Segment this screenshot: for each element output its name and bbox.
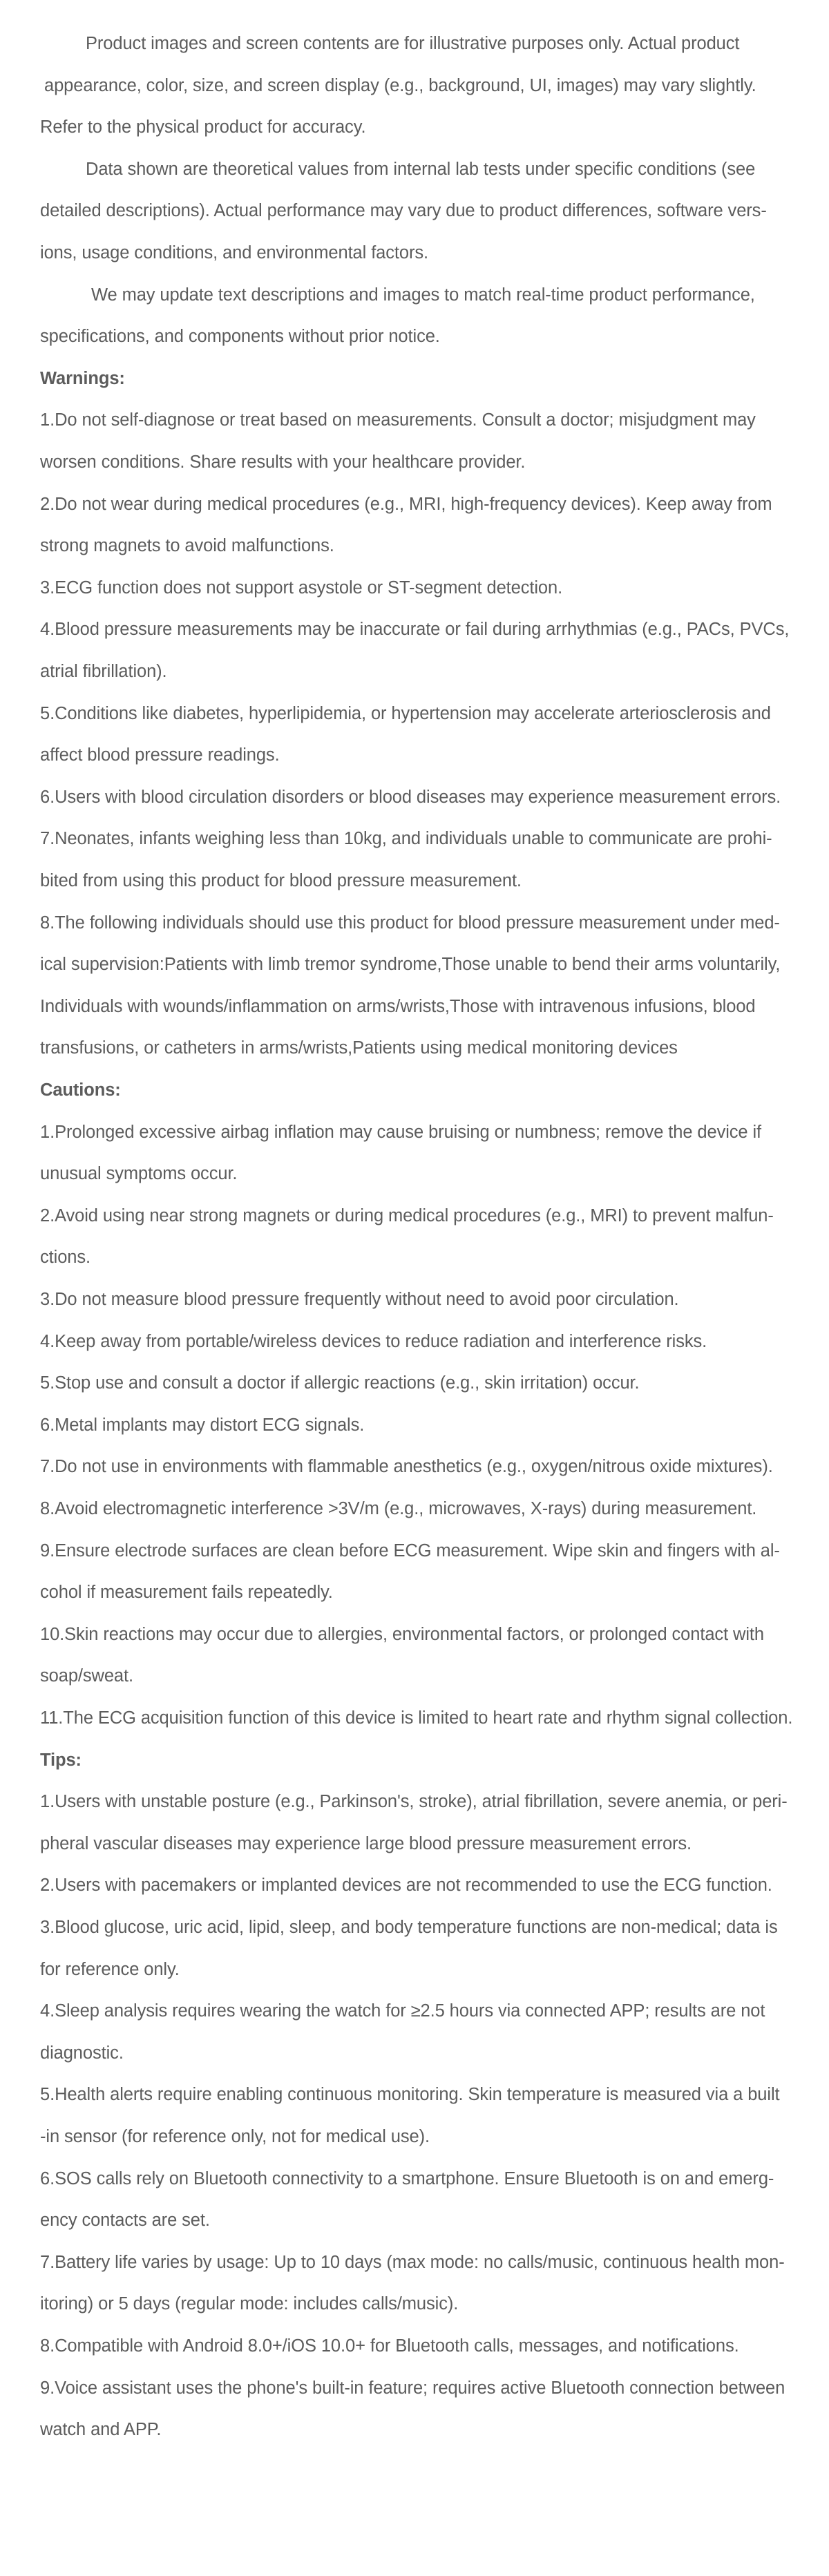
tips-item-line: watch and APP. [40,2420,162,2440]
cautions-item-line: 7.Do not use in environments with flammable anesthetics (e.g., oxygen/nitrous oxide mixtures). [40,1457,773,1477]
cautions-item-line: 11.The ECG acquisition function of this device is limited to heart rate and rhythm signal collection. [40,1708,793,1728]
intro-paragraph-line: We may update text descriptions and images to match real-time product performance, [91,285,755,305]
warnings-item-line: 8.The following individuals should use this product for blood pressure measurement under med- [40,913,780,933]
warnings-heading: Warnings: [40,368,125,388]
intro-paragraph-line: Data shown are theoretical values from internal lab tests under specific conditions (see [86,159,756,179]
intro-paragraph-line: appearance, color, size, and screen display (e.g., background, UI, images) may vary slightly. [44,75,756,95]
tips-item-line: 6.SOS calls rely on Bluetooth connectivity to a smartphone. Ensure Bluetooth is on and emerg- [40,2168,774,2188]
warnings-item-line: 2.Do not wear during medical procedures (e.g., MRI, high-frequency devices). Keep away from [40,494,772,514]
tips-item-line: -in sensor (for reference only, not for medical use). [40,2127,430,2146]
tips-item-line: for reference only. [40,1959,180,1979]
tips-item-line: 4.Sleep analysis requires wearing the watch for ≥2.5 hours via connected APP; results are not [40,2001,765,2021]
warnings-item-line: affect blood pressure readings. [40,745,280,765]
warnings-item-line: atrial fibrillation). [40,662,167,681]
warnings-item-line: bited from using this product for blood pressure measurement. [40,871,522,890]
tips-item-line: pheral vascular diseases may experience large blood pressure measurement errors. [40,1833,692,1853]
tips-item-line: diagnostic. [40,2043,124,2063]
warnings-item-line: 7.Neonates, infants weighing less than 10kg, and individuals unable to communicate are prohi- [40,829,772,849]
tips-item-line: 2.Users with pacemakers or implanted devices are not recommended to use the ECG function. [40,1876,772,1896]
tips-item-line: 9.Voice assistant uses the phone's built-in feature; requires active Bluetooth connection between [40,2378,785,2398]
tips-item-line: 3.Blood glucose, uric acid, lipid, sleep, and body temperature functions are non-medical; data is [40,1918,778,1937]
tips-heading: Tips: [40,1750,82,1770]
cautions-item-line: soap/sweat. [40,1666,133,1686]
tips-item-line: ency contacts are set. [40,2211,210,2231]
cautions-item-line: 3.Do not measure blood pressure frequently without need to avoid poor circulation. [40,1290,679,1309]
cautions-item-line: 2.Avoid using near strong magnets or during medical procedures (e.g., MRI) to prevent malfun- [40,1205,774,1225]
warnings-item-line: Individuals with wounds/inflammation on arms/wrists,Those with intravenous infusions, blood [40,996,756,1016]
cautions-item-line: 8.Avoid electromagnetic interference >3V/m (e.g., microwaves, X-rays) during measurement. [40,1499,757,1518]
tips-item-line: 5.Health alerts require enabling continuous monitoring. Skin temperature is measured via a built [40,2085,780,2105]
warnings-item-line: 6.Users with blood circulation disorders or blood diseases may experience measurement errors. [40,787,781,807]
warnings-item-line: strong magnets to avoid malfunctions. [40,536,334,556]
cautions-item-line: 10.Skin reactions may occur due to allergies, environmental factors, or prolonged contact with [40,1624,764,1644]
intro-paragraph-line: specifications, and components without prior notice. [40,327,440,347]
cautions-item-line: unusual symptoms occur. [40,1164,238,1184]
cautions-item-line: 1.Prolonged excessive airbag inflation may cause bruising or numbness; remove the device if [40,1122,762,1142]
intro-paragraph-line: Refer to the physical product for accuracy. [40,117,366,137]
tips-item-line: 7.Battery life varies by usage: Up to 10 days (max mode: no calls/music, continuous health mon- [40,2252,785,2272]
tips-item-line: itoring) or 5 days (regular mode: includes calls/music). [40,2294,459,2314]
intro-paragraph-line: detailed descriptions). Actual performance may vary due to product differences, software vers- [40,201,767,221]
warnings-item-line: 5.Conditions like diabetes, hyperlipidemia, or hypertension may accelerate arteriosclerosis and [40,703,771,723]
warnings-item-line: 3.ECG function does not support asystole or ST-segment detection. [40,578,563,598]
intro-paragraph-line: ions, usage conditions, and environmental factors. [40,243,429,263]
cautions-item-line: 6.Metal implants may distort ECG signals. [40,1415,365,1435]
cautions-item-line: 5.Stop use and consult a doctor if allergic reactions (e.g., skin irritation) occur. [40,1373,640,1393]
warnings-item-line: transfusions, or catheters in arms/wrists,Patients using medical monitoring devices [40,1038,678,1058]
warnings-item-line: 1.Do not self-diagnose or treat based on measurements. Consult a doctor; misjudgment may [40,410,756,430]
cautions-item-line: ctions. [40,1248,90,1268]
warnings-item-line: 4.Blood pressure measurements may be inaccurate or fail during arrhythmias (e.g., PACs, PVCs, [40,620,790,640]
tips-item-line: 1.Users with unstable posture (e.g., Parkinson's, stroke), atrial fibrillation, severe anemia, or peri- [40,1792,788,1812]
tips-item-line: 8.Compatible with Android 8.0+/iOS 10.0+ for Bluetooth calls, messages, and notifications. [40,2336,739,2356]
cautions-item-line: 4.Keep away from portable/wireless devices to reduce radiation and interference risks. [40,1331,707,1351]
cautions-heading: Cautions: [40,1080,121,1100]
warnings-item-line: worsen conditions. Share results with your healthcare provider. [40,452,526,472]
cautions-item-line: 9.Ensure electrode surfaces are clean before ECG measurement. Wipe skin and fingers with al- [40,1540,780,1561]
cautions-item-line: cohol if measurement fails repeatedly. [40,1583,333,1603]
warnings-item-line: ical supervision:Patients with limb tremor syndrome,Those unable to bend their arms voluntarily, [40,955,781,975]
intro-paragraph-line: Product images and screen contents are for illustrative purposes only. Actual product [86,34,740,53]
